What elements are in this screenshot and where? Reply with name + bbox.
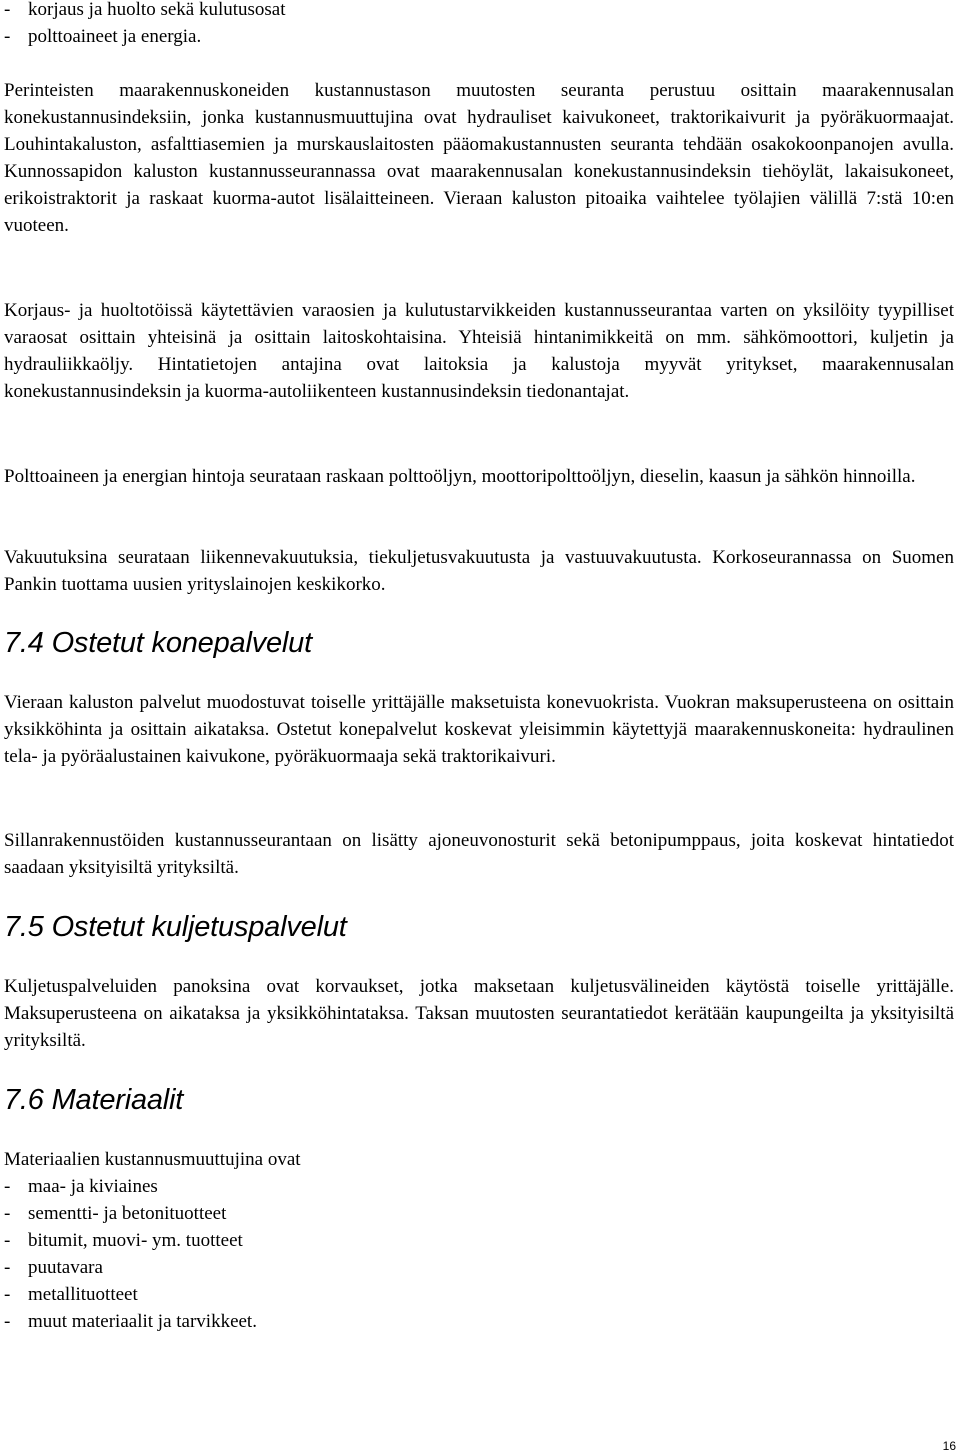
list-item-text: korjaus ja huolto sekä kulutusosat [28, 0, 286, 20]
list-item-text: sementti- ja betonituotteet [28, 1203, 227, 1224]
list-item [4, 1254, 257, 1281]
list-item-text: bitumit, muovi- ym. tuotteet [28, 1230, 243, 1251]
paragraph-fuel-energy: Polttoaineen ja energian hintoja seurataan raskaan polttoöljyn, moottoripolttoöljyn, dieselin, kaasun ja sähkön hinnoilla. [4, 466, 916, 487]
list-item [4, 1308, 257, 1335]
list-item [4, 1173, 257, 1200]
list-item [4, 1200, 257, 1227]
page-number: 16 [942, 1439, 956, 1453]
list-dash: - [4, 1176, 11, 1197]
paragraph-machine-services: Vieraan kaluston palvelut muodostuvat toiselle yrittäjälle maksetuista konevuokrista. Vuokran maksuperusteena on osittain yksikköhinta ja osittain aikataksa. Ostetut konepalvelut koskevat yleisimmin käytettyjä maarakennuskoneita: hydraulinen tela- ja pyöräalustainen kaivukone, pyöräkuormaaja sekä traktorikaivuri. [4, 692, 954, 767]
list-item-text: polttoaineet ja energia. [28, 26, 202, 47]
list-item [4, 1281, 257, 1308]
list-item-text: maa- ja kiviaines [28, 1176, 158, 1197]
section-heading-7-4: 7.4 Ostetut konepalvelut [4, 627, 312, 659]
list-item [4, 0, 286, 23]
list-dash: - [4, 1203, 11, 1224]
paragraph-insurance-interest: Vakuutuksina seurataan liikennevakuutuksia, tiekuljetusvakuutusta ja vastuuvakuutusta. Korkoseurannassa on Suomen Pankin tuottama uusien yrityslainojen keskikorko. [4, 547, 954, 595]
cost-list-continued [4, 0, 286, 50]
list-dash: - [4, 1257, 11, 1278]
paragraph-bridge-construction: Sillanrakennustöiden kustannusseurantaan on lisätty ajoneuvonosturit sekä betonipumppaus, joita koskevat hintatiedot saadaan yksityisiltä yrityksiltä. [4, 830, 954, 878]
section-heading-7-5: 7.5 Ostetut kuljetuspalvelut [4, 911, 347, 943]
list-dash: - [4, 1230, 11, 1251]
paragraph-maintenance-parts: Korjaus- ja huoltotöissä käytettävien varaosien ja kulutustarvikkeiden kustannusseurantaa varten on yksilöity tyypilliset varaosat osittain yhteisinä ja osittain laitoskohtaisina. Yhteisiä hintanimikkeitä on mm. sähkömoottori, kuljetin ja hydrauliikkaöljy. Hintatietojen antajina ovat laitoksia ja kalustoja myyvät yritykset, maarakennusalan konekustannusindeksin ja kuorma-autoliikenteen kustannusindeksin tiedonantajat. [4, 300, 954, 402]
list-item-text: metallituotteet [28, 1284, 138, 1305]
list-dash: - [4, 1284, 11, 1305]
list-item-text: muut materiaalit ja tarvikkeet. [28, 1311, 257, 1332]
paragraph-transport-services: Kuljetuspalveluiden panoksina ovat korvaukset, jotka maksetaan kuljetusvälineiden käytöstä toiselle yrittäjälle. Maksuperusteena on aikataksa ja yksikköhintataksa. Taksan muutosten seurantatiedot kerätään kaupungeilta ja yksityisiltä yrityksiltä. [4, 976, 954, 1051]
list-dash: - [4, 1311, 11, 1332]
list-item-text: puutavara [28, 1257, 103, 1278]
paragraph-machine-costs: Perinteisten maarakennuskoneiden kustannustason muutosten seuranta perustuu osittain maarakennusalan konekustannusindeksiin, jonka kustannusmuuttujina ovat hydrauliset kaivukoneet, traktorikaivurit ja pyöräkuormaajat. Louhintakaluston, asfalttiasemien ja murskauslaitosten pääomakustannusten seuranta tehdään osakokoonpanojen avulla. Kunnossapidon kaluston kustannusseurannassa ovat maarakennusalan konekustannusindeksin tiehöylät, lakaisukoneet, erikoistraktorit ja raskaat kuorma-autot lisälaitteineen. Vieraan kaluston pitoaika vaihtelee työlajien välillä 7:stä 10:en vuoteen. [4, 80, 954, 236]
paragraph-materials-intro: Materiaalien kustannusmuuttujina ovat [4, 1149, 301, 1170]
materials-list [4, 1173, 257, 1335]
list-dash: - [4, 0, 11, 20]
section-heading-7-6: 7.6 Materiaalit [4, 1084, 184, 1116]
list-item [4, 1227, 257, 1254]
list-item [4, 23, 286, 50]
list-dash: - [4, 26, 11, 47]
